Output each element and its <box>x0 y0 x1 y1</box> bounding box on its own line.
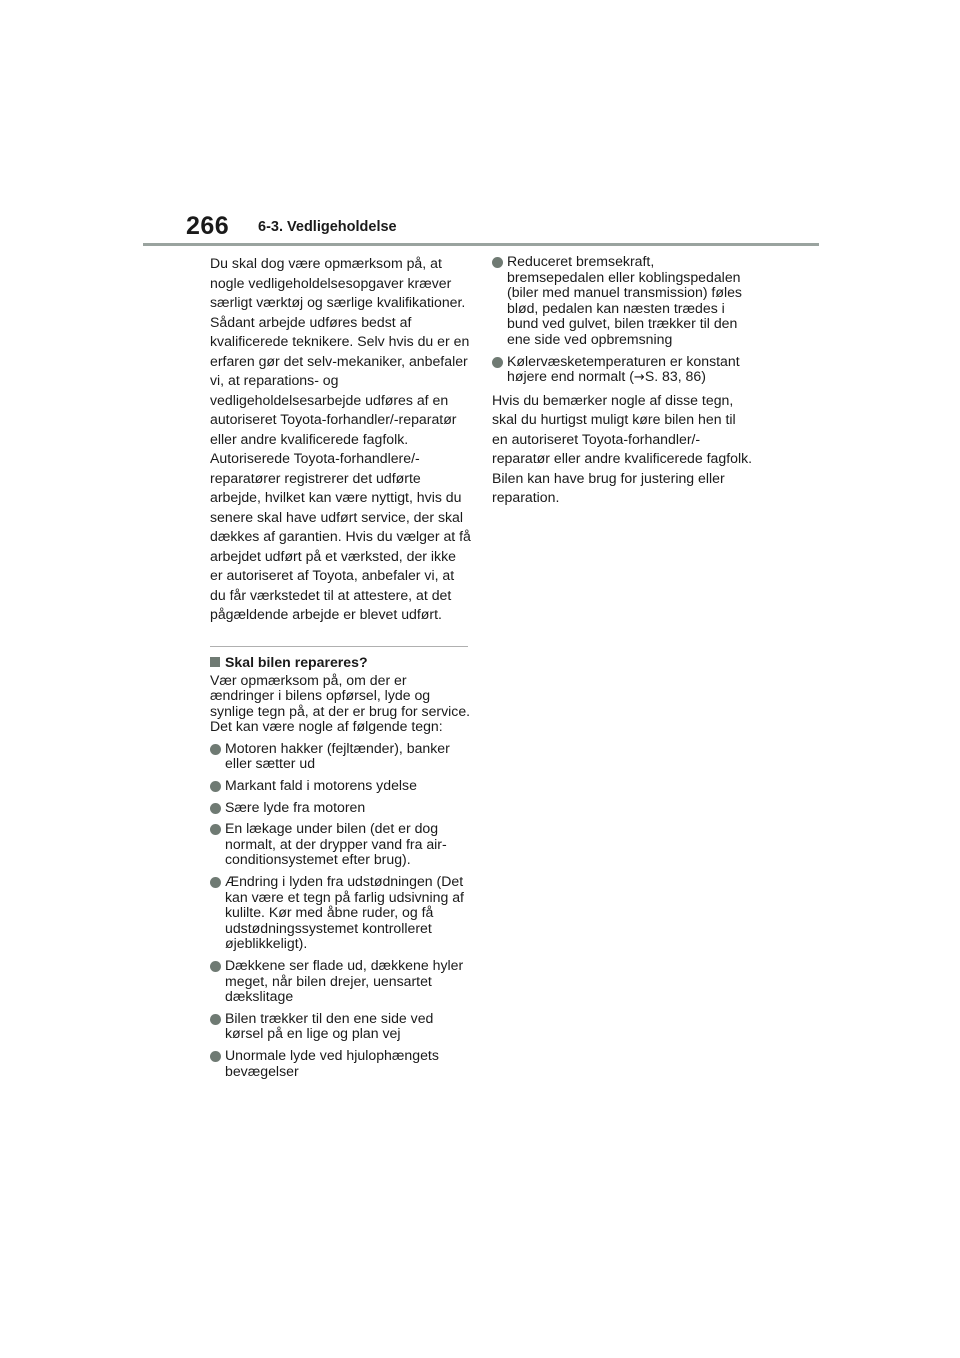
bullet-circle-icon <box>492 357 503 368</box>
list-item-text: Motoren hakker (fejltænder), banker eller sætter ud <box>225 739 450 772</box>
list-item <box>210 1048 472 1079</box>
section-divider <box>210 646 468 647</box>
square-bullet-icon <box>210 657 220 667</box>
subheading-text: Skal bilen repareres? <box>225 653 368 670</box>
header-rule <box>143 243 819 246</box>
bullet-circle-icon <box>210 781 221 792</box>
list-item-text: En lækage under bilen (det er dog normalt, at der drypper vand fra air-conditionsystemet efter brug). <box>225 820 447 868</box>
bullet-circle-icon <box>210 1051 221 1062</box>
list-item <box>210 874 472 952</box>
list-item <box>210 778 472 794</box>
page-number: 266 <box>186 212 230 240</box>
list-item-text: Markant fald i motorens ydelse <box>225 777 417 794</box>
bullet-circle-icon <box>210 744 221 755</box>
section-title: 6-3. Vedligeholdelse <box>258 219 397 235</box>
bullet-circle-icon <box>210 1014 221 1025</box>
subheading-intro: Vær opmærksom på, om der er ændringer i bilens opførsel, lyde og synlige tegn på, at der er brug for service. Det kan være nogle af følgende tegn: <box>210 671 471 735</box>
left-column <box>210 254 472 1079</box>
bullet-circle-icon <box>210 961 221 972</box>
list-item-text <box>507 354 754 386</box>
list-item <box>210 741 472 772</box>
list-item <box>210 821 472 868</box>
bullet-circle-icon <box>210 803 221 814</box>
intro-paragraph: Du skal dog være opmærksom på, at nogle vedligeholdelsesopgaver kræver særligt værktøj og særlige kvalifikationer. Sådant arbejde udføres bedst af kvalificerede teknikere. Selv hvis du er en erfaren gør det selv-mekaniker, anbefaler vi, at reparations- og vedligeholdelsesarbejde udføres af en autoriseret Toyota-forhandler/-reparatør eller andre kvalificerede fagfolk. Autoriserede Toyota-forhandlere/-reparatører registrerer det udførte arbejde, hvilket kan være nyttigt, hvis du senere skal have udført service, der skal dækkes af garantien. Hvis du vælger at få arbejdet udført på et værksted, der ikke er autoriseret af Toyota, anbefaler vi, at du får værkstedet til at attestere, at det pågældende arbejde er blevet udført. <box>210 255 471 622</box>
list-item <box>210 800 472 816</box>
right-column <box>492 254 754 508</box>
list-item-text: Sære lyde fra motoren <box>225 798 366 815</box>
bullet-circle-icon <box>210 877 221 888</box>
list-item <box>492 354 754 386</box>
list-item <box>492 254 754 348</box>
list-item-text: Bilen trækker til den ene side ved kørsel på en lige og plan vej <box>225 1009 434 1042</box>
closing-paragraph: Hvis du bemærker nogle af disse tegn, skal du hurtigst muligt køre bilen hen til en autoriseret Toyota-forhandler/-reparatør eller andre kvalificerede fagfolk. Bilen kan have brug for justering eller reparation. <box>492 391 753 506</box>
list-item-text: Unormale lyde ved hjulophængets bevægelser <box>225 1046 439 1079</box>
arrow-right-icon: → <box>633 370 645 386</box>
bullet-circle-icon <box>492 257 503 268</box>
list-item-text: Reduceret bremsekraft, bremsepedalen eller koblingspedalen (biler med manuel transmission) føles blød, pedalen kan næsten trædes i bund ved gulvet, bilen trækker til den ene side ved opbremsning <box>507 253 742 347</box>
page-reference-link[interactable]: S. 83, 86) <box>644 368 706 385</box>
list-item <box>210 958 472 1005</box>
list-item-text-prefix: Kølervæsketemperaturen er konstant højere end normalt ( <box>507 352 740 385</box>
list-item <box>210 1011 472 1042</box>
list-item-text: Ændring i lyden fra udstødningen (Det kan være et tegn på farlig udsivning af kulilte. Kør med åbne ruder, og få udstødningssystemet kontrolleret øjeblikkeligt). <box>225 873 464 952</box>
list-item-text: Dækkene ser flade ud, dækkene hyler meget, når bilen drejer, uensartet dækslitage <box>225 957 464 1005</box>
bullet-circle-icon <box>210 824 221 835</box>
subheading <box>210 653 472 671</box>
